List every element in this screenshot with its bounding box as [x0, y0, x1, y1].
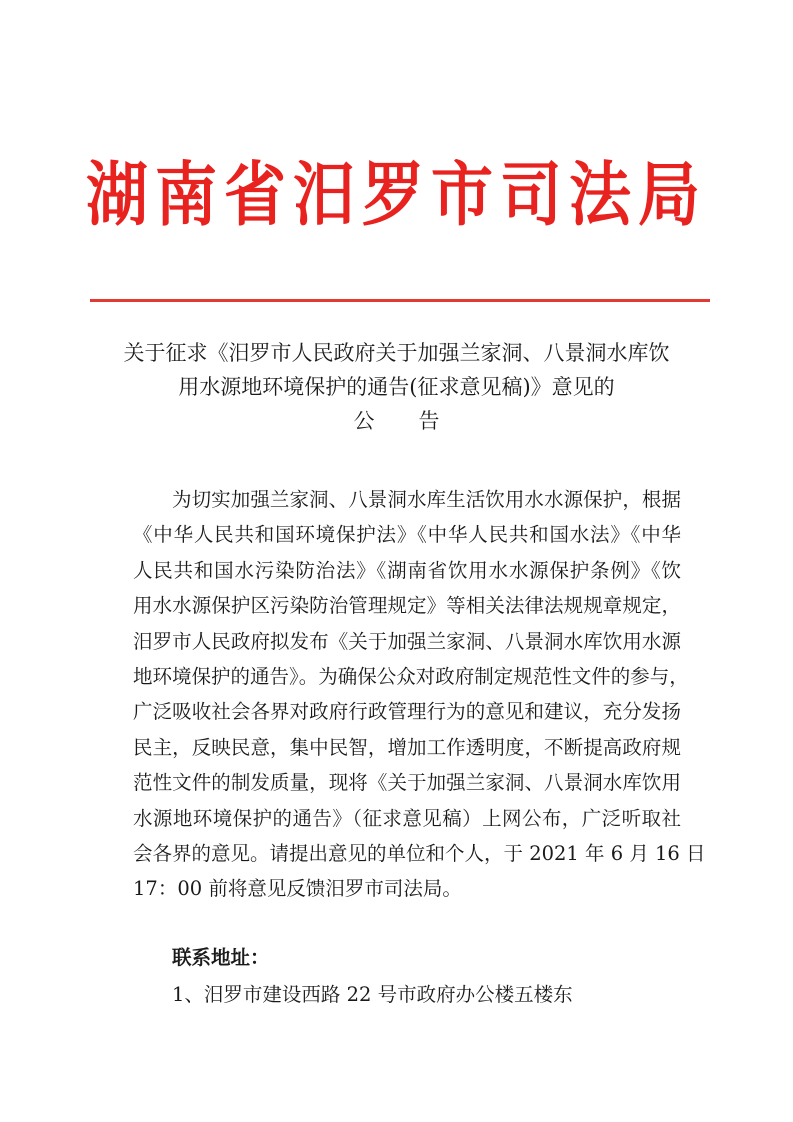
- body-line: 会各界的意见。请提出意见的单位和个人，于 2021 年 6 月 16 日: [133, 842, 706, 866]
- notice-title-gonggao: 公告: [353, 409, 484, 433]
- notice-title-line-1: 关于征求《汨罗市人民政府关于加强兰家洞、八景洞水库饮: [123, 341, 670, 365]
- notice-title-line-2: 用水源地环境保护的通告(征求意见稿)》意见的: [178, 375, 615, 399]
- body-line: 用水水源保护区污染防治管理规定》等相关法律法规规章规定，: [133, 594, 681, 618]
- body-line: 17：00 前将意见反馈汨罗市司法局。: [133, 877, 462, 901]
- body-line: 民主，反映民意，集中民智，增加工作透明度，不断提高政府规: [133, 735, 681, 759]
- contact-address: 1、汨罗市建设西路 22 号市政府办公楼五楼东: [172, 983, 573, 1006]
- notice-title: [100, 336, 693, 438]
- contact-heading: 联系地址：: [172, 946, 270, 969]
- letterhead-title: 湖南省汨罗市司法局: [85, 153, 707, 236]
- body-line: 广泛吸收社会各界对政府行政管理行为的意见和建议，充分发扬: [133, 700, 681, 724]
- body-line: 人民共和国水污染防治法》《湖南省饮用水水源保护条例》《饮: [133, 558, 681, 582]
- body-line: 水源地环境保护的通告》（征求意见稿）上网公布，广泛听取社: [133, 806, 681, 830]
- letterhead-red-rule: [90, 299, 710, 302]
- body-line: 汨罗市人民政府拟发布《关于加强兰家洞、八景洞水库饮用水源: [133, 629, 681, 653]
- body-line: 《中华人民共和国环境保护法》《中华人民共和国水法》《中华: [133, 523, 681, 547]
- notice-body: [133, 482, 706, 907]
- body-line: 为切实加强兰家洞、八景洞水库生活饮用水水源保护，根据: [172, 488, 681, 511]
- body-line: 范性文件的制发质量，现将《关于加强兰家洞、八景洞水库饮用: [133, 771, 681, 795]
- body-line: 地环境保护的通告》。为确保公众对政府制定规范性文件的参与，: [133, 665, 689, 689]
